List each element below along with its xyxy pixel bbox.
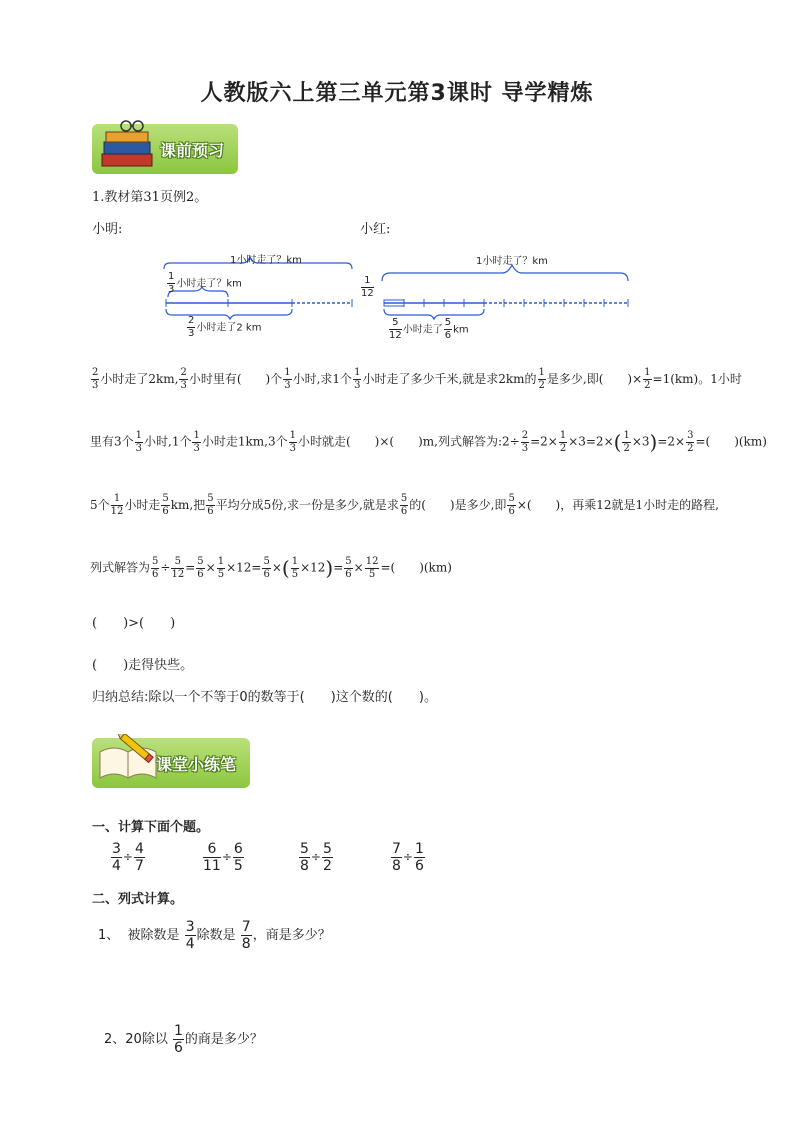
right-top-label: 1小时走了？km	[476, 256, 548, 267]
left-top-label: 1小时走了？km	[230, 255, 302, 266]
question-1: 1.教材第31页例2。	[92, 190, 208, 205]
explanation-line-1: $\frac{2}{3}$ 小时走了2km, $\frac{2}{3}$ 小时里有( )个 $\frac{1}{3}$ 小时,求1个 $\frac{1}{3}$ 小时走了多少千米,就是求2km的 $\frac{1}{2}$ 是多少,即( )× $\frac{1}{2}$ =1(km)。1小时	[92, 367, 742, 391]
right-top-brace	[382, 265, 628, 281]
books-icon	[96, 118, 160, 174]
left-bottom-label: $\frac{2}{3}$ 小时走了2 km	[188, 315, 262, 339]
word-problem-2: 2、20除以 $\frac{1}{6}$ 的商是多少？	[104, 1023, 263, 1056]
compare-line: ( )>( )	[92, 616, 176, 631]
left-mid-label: $\frac{1}{3}$ 小时走了？km	[168, 271, 242, 295]
fraction-5-12: $\frac{5}{12}$	[389, 317, 402, 341]
faster-line: ( )走得快些。	[92, 658, 194, 673]
word-problem-1: 1、 被除数是 $\frac{3}{4}$ 除数是 $\frac{7}{8}$ ，商是多少？	[98, 919, 331, 952]
fraction-1-12: $\frac{1}{12}$	[361, 275, 374, 299]
fraction-1-3: $\frac{1}{3}$	[168, 271, 175, 295]
explanation-line-3: 5个 $\frac{1}{12}$ 小时走 $\frac{5}{6}$ km,把 $\frac{5}{6}$ 平均分成5份,求一份是多少,就是求 $\frac{5}{6}$ 的( )是多少,即 $\frac{5}{6}$ ×( )，再乘12就是1小时走的路程,	[90, 493, 719, 517]
page-title: 人教版六上第三单元第3课时 导学精炼	[200, 81, 594, 106]
label-xiaoming: 小明:	[92, 222, 123, 237]
label-xiaohong: 小红:	[360, 222, 391, 237]
section-label-preview: 课前预习	[159, 141, 224, 160]
calc-problem-3: $\frac{5}{8}$ ÷ $\frac{5}{2}$	[300, 841, 332, 874]
fraction-2-3: $\frac{2}{3}$	[188, 315, 195, 339]
xiaohong-diagram	[382, 265, 628, 319]
section-label-practice: 课堂小练笔	[155, 755, 236, 774]
part-1-heading: 一、计算下面个题。	[92, 820, 210, 835]
right-bottom-label: $\frac{5}{12}$ 小时走了 $\frac{5}{6}$ km	[389, 317, 469, 341]
explanation-line-4: 列式解答为 $\frac{5}{6}$ ÷ $\frac{5}{12}$ = $\frac{5}{6}$ × $\frac{1}{5}$ ×12= $\frac{5}{6}$ ×( $\frac{1}{5}$ ×12)= $\frac{5}{6}$ × $\frac{12}{5}$ =( )(km)	[90, 555, 452, 580]
calc-problem-4: $\frac{7}{8}$ ÷ $\frac{1}{6}$	[392, 841, 424, 874]
section-badge-practice	[92, 738, 250, 788]
calc-problem-2: $\frac{6}{11}$ ÷ $\frac{6}{5}$	[203, 841, 243, 874]
fraction-5-6: $\frac{5}{6}$	[444, 317, 452, 341]
summary-line: 归纳总结:除以一个不等于0的数等于( )这个数的( )。	[92, 690, 437, 705]
part-2-heading: 二、列式计算。	[92, 892, 184, 907]
right-mid-label	[360, 276, 375, 299]
calc-problem-1: $\frac{3}{4}$ ÷ $\frac{4}{7}$	[112, 841, 144, 874]
section-badge-preview	[92, 124, 238, 174]
explanation-line-2: 里有3个 $\frac{1}{3}$ 小时,1个 $\frac{1}{3}$ 小时走1km,3个 $\frac{1}{3}$ 小时就走( )×( )m,列式解答为:2÷ $\frac{2}{3}$ =2× $\frac{1}{2}$ ×3=2×( $\frac{1}{2}$ ×3)=2× $\frac{3}{2}$ =( )(km)	[90, 429, 767, 454]
notebook-pencil-icon	[96, 734, 160, 788]
